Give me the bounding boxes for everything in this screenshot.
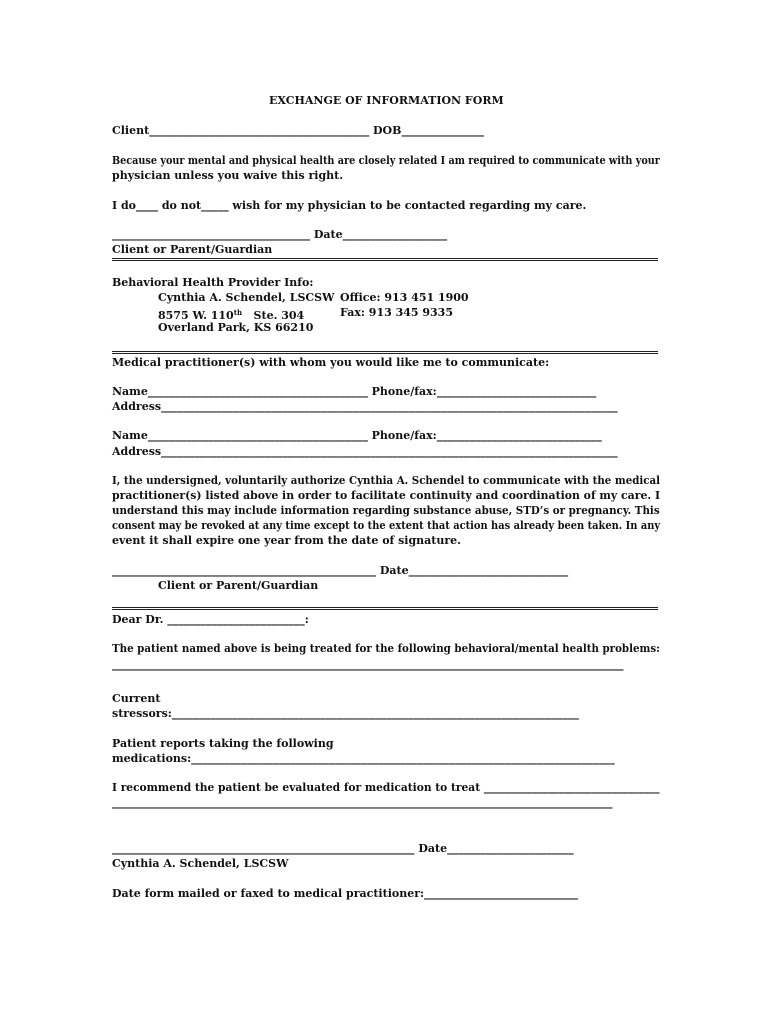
stressors-line[interactable]: stressors:__________________________________________________________________________	[112, 707, 579, 720]
stressors-label: Current	[112, 692, 161, 705]
provider-signature-line[interactable]: _______________________________________________________ Date_______________________	[112, 842, 574, 855]
intro-text-line-1: Because your mental and physical health are closely related I am required to communicate with your	[112, 154, 660, 167]
provider-signature-label: Cynthia A. Schendel, LSCSW	[112, 857, 289, 870]
provider-heading: Behavioral Health Provider Info:	[112, 276, 314, 289]
medical-practitioner-heading: Medical practitioner(s) with whom you would like me to communicate:	[112, 356, 550, 369]
provider-city: Overland Park, KS 66210	[158, 321, 314, 334]
client-signature-label-2: Client or Parent/Guardian	[158, 579, 319, 592]
medications-line[interactable]: medications:_____________________________________________________________________________	[112, 752, 615, 765]
authorization-line-5: event it shall expire one year from the date of signature.	[112, 534, 462, 547]
practitioner-2-address[interactable]: Address___________________________________________________________________________________	[112, 445, 618, 458]
dear-dr-line[interactable]: Dear Dr. _________________________:	[112, 613, 309, 626]
intro-text-line-2: physician unless you waive this right.	[112, 169, 344, 182]
provider-address-suite: Ste. 304	[253, 309, 305, 322]
client-signature-line-2[interactable]: ________________________________________________ Date_____________________________	[112, 564, 569, 577]
recommend-line[interactable]: I recommend the patient be evaluated for medication to treat _________________________________	[112, 781, 660, 794]
provider-address-suffix: th	[233, 308, 243, 317]
authorization-line-3: understand this may include information regarding substance abuse, STD’s or pregnancy. This	[112, 504, 660, 517]
client-signature-label: Client or Parent/Guardian	[112, 243, 273, 256]
provider-fax: Fax: 913 345 9335	[340, 306, 453, 319]
section-divider-2	[112, 351, 658, 354]
section-divider-1	[112, 258, 658, 261]
medications-label: Patient reports taking the following	[112, 737, 334, 750]
form-title: EXCHANGE OF INFORMATION FORM	[269, 94, 504, 107]
consent-choice-line[interactable]: I do____ do not_____ wish for my physician to be contacted regarding my care.	[112, 199, 587, 212]
section-divider-3	[112, 607, 658, 610]
treated-for-line[interactable]: _____________________________________________________________________________________________	[112, 658, 624, 671]
date-mailed-line[interactable]: Date form mailed or faxed to medical practitioner:____________________________	[112, 887, 579, 900]
practitioner-2-name-phone[interactable]: Name________________________________________ Phone/fax:______________________________	[112, 429, 602, 442]
practitioner-1-address[interactable]: Address___________________________________________________________________________________	[112, 400, 618, 413]
provider-name: Cynthia A. Schendel, LSCSW	[158, 291, 335, 304]
recommend-line-2[interactable]: ___________________________________________________________________________________________	[112, 796, 613, 809]
provider-address-street: 8575 W. 110	[158, 309, 234, 322]
client-dob-line[interactable]: Client________________________________________ DOB_______________	[112, 124, 484, 137]
authorization-line-1: I, the undersigned, voluntarily authorize Cynthia A. Schendel to communicate with the medical	[112, 474, 661, 487]
authorization-line-2: practitioner(s) listed above in order to facilitate continuity and coordination of my care. I	[112, 489, 661, 502]
treated-for-text: The patient named above is being treated for the following behavioral/mental health problems:	[112, 642, 660, 655]
provider-office-phone: Office: 913 451 1900	[340, 291, 469, 304]
practitioner-1-name-phone[interactable]: Name________________________________________ Phone/fax:_____________________________	[112, 385, 597, 398]
authorization-line-4: consent may be revoked at any time except to the extent that action has already been taken. In any	[112, 519, 661, 532]
client-signature-line[interactable]: ____________________________________ Date___________________	[112, 228, 448, 241]
